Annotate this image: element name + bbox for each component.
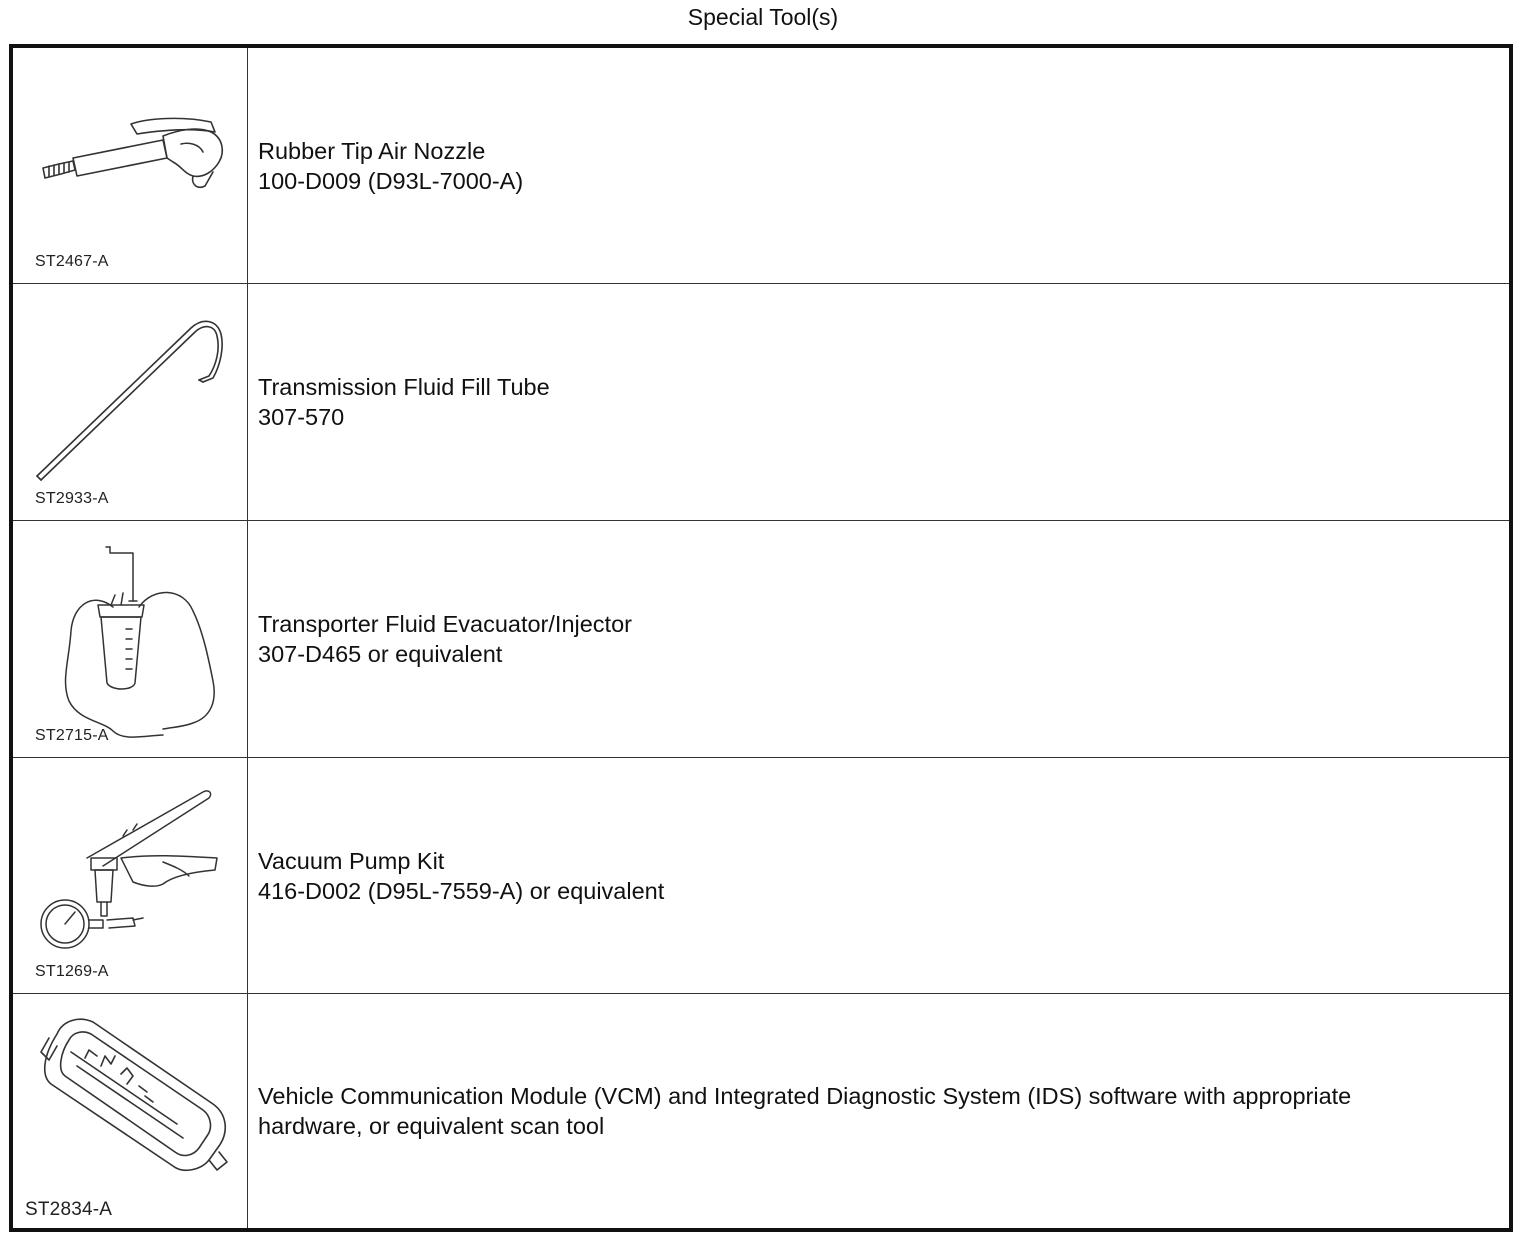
tool-image-code: ST2834-A [25, 1199, 113, 1220]
tool-image-cell [13, 758, 248, 993]
vcm-module-icon [13, 994, 248, 1228]
tool-image-code: ST1269-A [35, 963, 109, 980]
tool-name: Vacuum Pump Kit [258, 847, 445, 874]
tool-part-number: 307-D465 or equivalent [258, 641, 503, 667]
tool-description-cell [248, 48, 1509, 283]
fluid-evacuator-icon [13, 521, 248, 758]
vacuum-pump-icon [13, 758, 248, 994]
tool-name: Vehicle Communication Module (VCM) and Integrated Diagnostic System (IDS) software with appropriate [258, 1083, 1352, 1109]
tool-image-cell [13, 521, 248, 757]
tool-part-number: 416-D002 (D95L-7559-A) or equivalent [258, 877, 665, 904]
table-row [13, 48, 1509, 284]
tool-description-cell [248, 521, 1509, 757]
tool-part-number: 100-D009 (D93L-7000-A) [258, 167, 524, 194]
table-row [13, 521, 1509, 758]
tool-name: Transporter Fluid Evacuator/Injector [258, 611, 632, 637]
page-title: Special Tool(s) [687, 4, 839, 30]
tool-name: Transmission Fluid Fill Tube [258, 374, 550, 400]
tool-description-cell [248, 758, 1509, 993]
tool-description-cell [248, 284, 1509, 520]
tool-image-code: ST2933-A [35, 490, 109, 507]
air-nozzle-icon [13, 48, 248, 284]
tool-name: Rubber Tip Air Nozzle [258, 137, 486, 164]
special-tools-table [9, 44, 1513, 1232]
table-row [13, 758, 1509, 994]
tool-description-cell [248, 994, 1509, 1228]
tool-image-code: ST2467-A [35, 253, 109, 270]
tool-image-cell [13, 284, 248, 520]
table-row [13, 284, 1509, 521]
tool-image-code: ST2715-A [35, 727, 109, 744]
tool-part-number: 307-570 [258, 404, 345, 430]
fill-tube-icon [13, 284, 248, 521]
tool-part-number: hardware, or equivalent scan tool [258, 1113, 605, 1139]
tool-image-cell [13, 994, 248, 1228]
table-row [13, 994, 1509, 1228]
tool-image-cell [13, 48, 248, 283]
